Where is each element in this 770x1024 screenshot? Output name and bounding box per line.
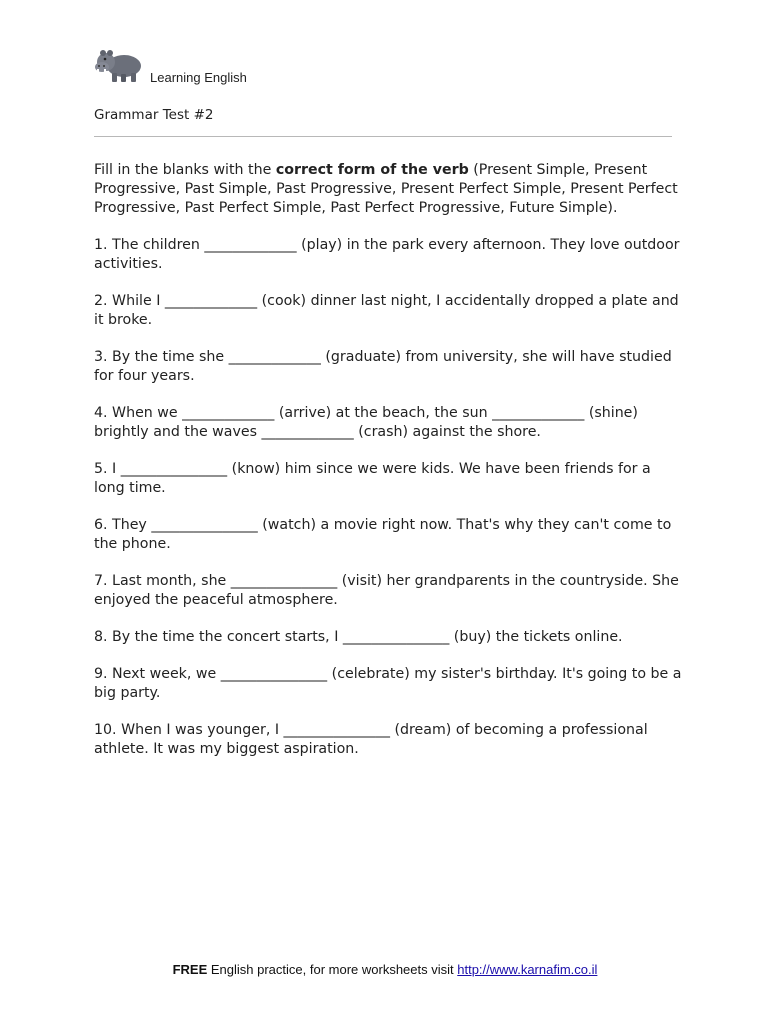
question-3: 3. By the time she _____________ (graduate) from university, she will have studied for four years. [94,349,672,384]
footer-link[interactable]: http://www.karnafim.co.il [457,962,598,977]
instructions [94,161,684,218]
page-title: Grammar Test #2 [94,107,214,123]
instructions-bold: correct form of the verb [275,162,469,178]
hippo-icon [94,44,144,84]
question-8: 8. By the time the concert starts, I _______________ (buy) the tickets online. [94,629,623,645]
question-7: 7. Last month, she _______________ (visit) her grandparents in the countryside. She enjoyed the peaceful atmosphere. [94,573,679,608]
question-1: 1. The children _____________ (play) in the park every afternoon. They love outdoor activities. [94,237,680,272]
instructions-text: Fill in the blanks with the [94,162,276,178]
divider [94,136,672,137]
question-5: 5. I _______________ (know) him since we were kids. We have been friends for a long time. [94,461,651,496]
footer [0,962,770,977]
worksheet-body [94,161,684,777]
question-9: 9. Next week, we _______________ (celebrate) my sister's birthday. It's going to be a big party. [94,666,682,701]
brand-label: Learning English [150,70,247,85]
footer-text: English practice, for more worksheets visit [207,962,458,977]
footer-free: FREE [172,962,208,977]
question-10: 10. When I was younger, I _______________ (dream) of becoming a professional athlete. It was my biggest aspiration. [94,722,648,757]
instructions-tail: (Present Simple, Present Progressive, Past Simple, Past Progressive, Present Perfect Simple, Present Perfect Progressive, Past Perfect Simple, Past Perfect Progressive, Future Simple). [94,162,678,216]
question-4: 4. When we _____________ (arrive) at the beach, the sun _____________ (shine) brightly and the waves _____________ (crash) against the shore. [94,405,638,440]
question-6: 6. They _______________ (watch) a movie right now. That's why they can't come to the phone. [94,517,672,552]
question-2: 2. While I _____________ (cook) dinner last night, I accidentally dropped a plate and it broke. [94,293,679,328]
